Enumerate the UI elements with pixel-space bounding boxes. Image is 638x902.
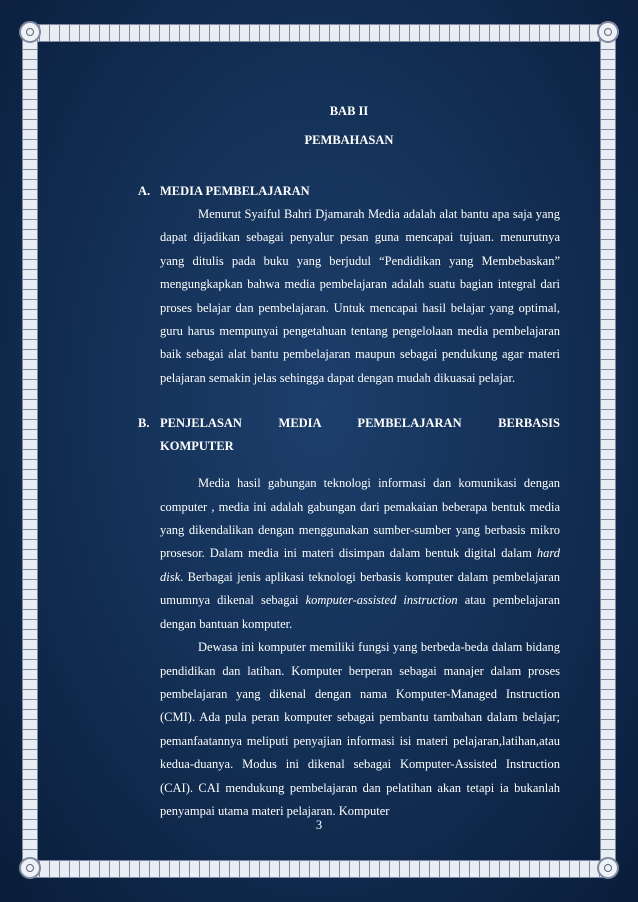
section-title: PENJELASAN MEDIA PEMBELAJARAN BERBASIS	[160, 416, 560, 431]
page-number: 3	[315, 818, 323, 832]
border-band-left	[22, 40, 38, 862]
chapter-title: PEMBAHASAN	[304, 133, 394, 147]
chapter-heading: BAB II	[329, 104, 369, 118]
border-band-right	[600, 40, 616, 862]
paragraph-text: Media hasil gabungan teknologi informasi dan komunikasi dengan computer , media ini adalah gabungan dari pemakaian beberapa bentuk media yang dikendalikan dengan menggunakan sumber-sumber yang berbasis mikro prosesor. Dalam media ini materi disimpan dalam bentuk digital dalam	[160, 476, 560, 561]
italic-term: komputer-assisted instruction	[305, 593, 458, 608]
corner-ornament-icon	[597, 21, 619, 43]
corner-ornament-icon	[597, 857, 619, 879]
section-b-heading	[138, 412, 560, 435]
italic-term: hard disk	[160, 546, 560, 584]
border-band-bottom	[30, 860, 608, 878]
section-b-paragraph-1	[160, 472, 560, 636]
section-title-continued: KOMPUTER	[160, 439, 234, 454]
section-a-heading	[138, 180, 560, 203]
section-a	[138, 180, 560, 390]
section-b-paragraph-2: Dewasa ini komputer memiliki fungsi yang berbeda-beda dalam bidang pendidikan dan latihan. Komputer berperan sebagai manajer dalam proses pembelajaran yang dikenal dengan nama Komputer-Managed Instruction (CMI). Ada pula peran komputer sebagai pembantu tambahan dalam belajar; pemanfaatannya meliputi penyajian informasi isi materi pelajaran,latihan,atau kedua-duanya. Modus ini dikenal sebagai Komputer-Assisted Instruction (CAI). CAI mendukung pembelajaran dan pelatihan akan tetapi ia bukanlah penyampai utama materi pelajaran. Komputer	[160, 640, 560, 818]
section-title: MEDIA PEMBELAJARAN	[160, 184, 310, 198]
section-letter: B.	[138, 416, 150, 431]
paragraph-text: . Berbagai jenis aplikasi teknologi berbasis komputer dalam pembelajaran umumnya dikenal sebagai	[160, 569, 560, 608]
section-a-paragraph: Menurut Syaiful Bahri Djamarah Media adalah alat bantu apa saja yang dapat dijadikan sebagai penyalur pesan guna mencapai tujuan. menurutnya yang ditulis pada buku yang berjudul “Pendidikan yang Membebaskan” mengungkapkan bahwa media pembelajaran adalah suatu bagian integral dari proses belajar dan pembelajaran. Untuk mencapai hasil belajar yang optimal, guru harus mempunyai pengetahuan tentang pengelolaan media pembelajaran baik sebagai alat bantu pembelajaran maupun sebagai pendukung agar materi pelajaran semakin jelas sehingga dapat dengan mudah dikuasai pelajar.	[160, 207, 560, 385]
section-b	[138, 412, 560, 823]
page-content	[138, 104, 560, 823]
paragraph-text: atau pembelajaran dengan bantuan komputer.	[160, 593, 560, 631]
section-letter: A.	[138, 184, 151, 198]
border-band-top	[30, 24, 608, 42]
corner-ornament-icon	[19, 21, 41, 43]
corner-ornament-icon	[19, 857, 41, 879]
